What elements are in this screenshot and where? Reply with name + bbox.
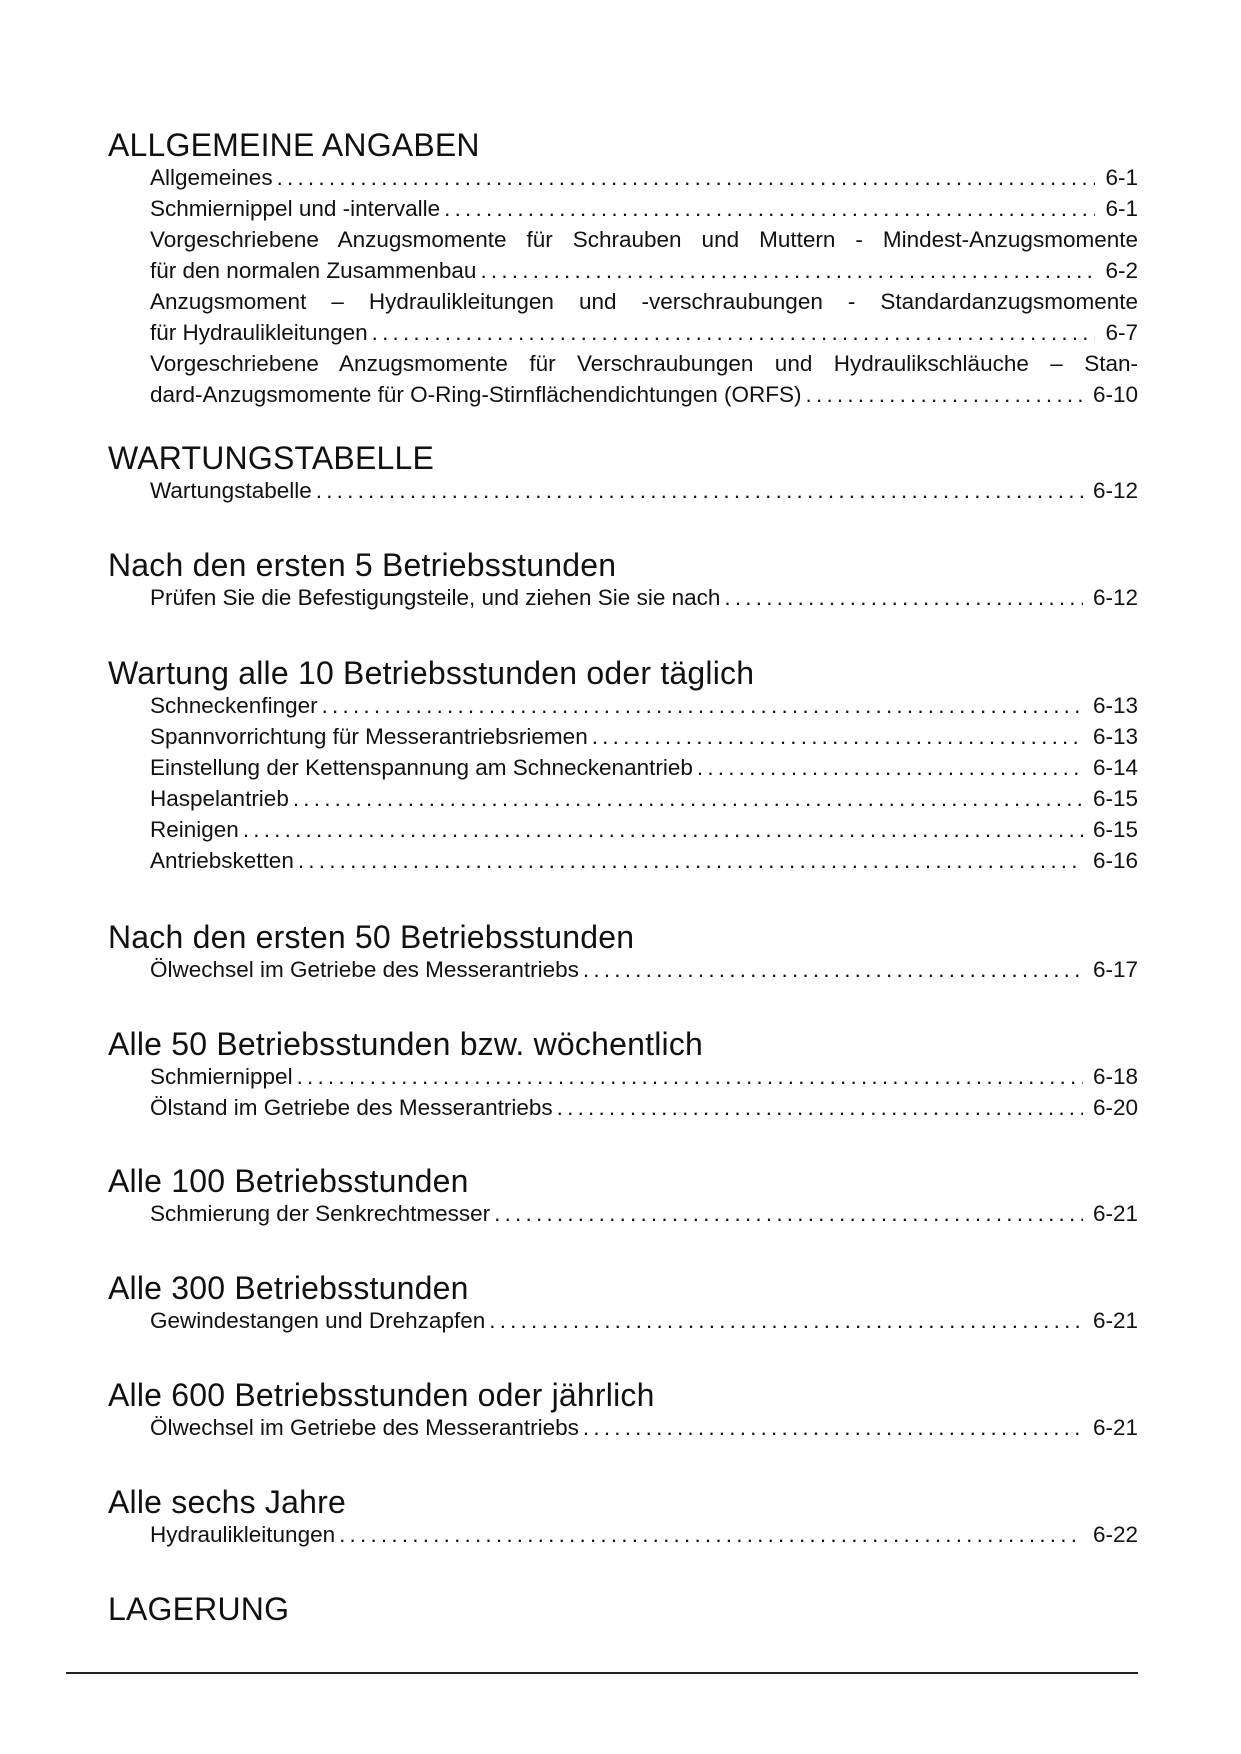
toc-entry[interactable] [150,348,1138,410]
toc-entry[interactable] [150,1412,1138,1443]
dot-leader [583,954,1083,985]
section-title: Nach den ersten 5 Betriebsstunden [108,547,617,583]
toc-section [108,1485,1138,1550]
toc-entry[interactable] [150,1519,1138,1550]
entry-label: Haspelantrieb [150,786,289,811]
entry-label: Einstellung der Kettenspannung am Schneckenantrieb [150,755,693,780]
dot-leader [339,1519,1083,1550]
entry-label: für Hydraulikleitungen [150,320,368,345]
entry-row [150,1412,1138,1443]
page-number: 6-22 [1092,1522,1138,1547]
section-title: Alle 600 Betriebsstunden oder jährlich [108,1377,655,1413]
toc-entry[interactable] [150,845,1138,876]
entry-row [150,721,1138,752]
section-title: Alle 100 Betriebsstunden [108,1163,469,1199]
dot-leader [293,783,1083,814]
dot-leader [489,1305,1083,1336]
entry-label: Ölwechsel im Getriebe des Messerantriebs [150,1415,579,1440]
dot-leader [298,845,1083,876]
entry-list [150,690,1138,876]
entry-row [150,162,1138,193]
entry-row [150,255,1138,286]
page-number: 6-1 [1105,165,1138,190]
entry-row [150,845,1138,876]
toc-entry[interactable] [150,224,1138,286]
entry-row [150,954,1138,985]
dot-leader [806,379,1083,410]
entry-list [150,1305,1138,1336]
toc-section [108,656,1138,876]
entry-line: Vorgeschriebene Anzugsmomente für Schrauben und Muttern - Mindest-Anzugsmomente [150,227,1138,252]
toc-section [108,128,1138,410]
entry-label: dard-Anzugsmomente für O-Ring-Stirnflächendichtungen (ORFS) [150,382,802,407]
dot-leader [297,1061,1083,1092]
toc-entry[interactable] [150,193,1138,224]
entry-list [150,1061,1138,1123]
toc-section [108,1378,1138,1443]
entry-label: Wartungstabelle [150,478,312,503]
entry-row [150,582,1138,613]
section-title: Wartung alle 10 Betriebsstunden oder täglich [108,655,755,691]
toc-section [108,548,1138,613]
page-number: 6-21 [1092,1201,1138,1226]
page-number: 6-18 [1092,1064,1138,1089]
page-number: 6-12 [1092,585,1138,610]
entry-list [150,475,1138,506]
entry-label: Schmiernippel [150,1064,293,1089]
toc-section [108,1592,1138,1626]
entry-label: Antriebsketten [150,848,294,873]
page-number: 6-20 [1092,1095,1138,1120]
page-number: 6-12 [1092,478,1138,503]
section-title: Alle sechs Jahre [108,1484,346,1520]
entry-row [150,379,1138,410]
toc-entry[interactable] [150,1092,1138,1123]
toc-entry[interactable] [150,475,1138,506]
entry-label: Ölstand im Getriebe des Messerantriebs [150,1095,553,1120]
section-title: Alle 50 Betriebsstunden bzw. wöchentlich [108,1026,704,1062]
toc-entry[interactable] [150,783,1138,814]
dot-leader [697,752,1083,783]
page-number: 6-2 [1105,258,1138,283]
page-number: 6-13 [1092,693,1138,718]
entry-row [150,690,1138,721]
entry-list [150,1198,1138,1229]
page-number: 6-1 [1105,196,1138,221]
page-number: 6-10 [1092,382,1138,407]
toc-entry[interactable] [150,814,1138,845]
entry-list [150,162,1138,410]
entry-row [150,1198,1138,1229]
entry-label: Ölwechsel im Getriebe des Messerantriebs [150,957,579,982]
entry-label: Hydraulikleitungen [150,1522,336,1547]
entry-label: Schmierung der Senkrechtmesser [150,1201,491,1226]
toc-entry[interactable] [150,1061,1138,1092]
entry-row [150,752,1138,783]
entry-label: Reinigen [150,817,239,842]
section-title: LAGERUNG [108,1591,290,1627]
entry-row [150,193,1138,224]
toc-section [108,920,1138,985]
entry-row [150,1519,1138,1550]
entry-label: Prüfen Sie die Befestigungsteile, und ziehen Sie sie nach [150,585,721,610]
toc-entry[interactable] [150,162,1138,193]
entry-row [150,1305,1138,1336]
toc-entry[interactable] [150,954,1138,985]
entry-row [150,1061,1138,1092]
dot-leader [277,162,1096,193]
section-title: Nach den ersten 50 Betriebsstunden [108,919,635,955]
section-title: Alle 300 Betriebsstunden [108,1270,469,1306]
entry-row [150,317,1138,348]
dot-leader [724,582,1083,613]
entry-row [150,1092,1138,1123]
entry-row [150,475,1138,506]
entry-label: Schneckenfinger [150,693,318,718]
dot-leader [592,721,1083,752]
page-number: 6-17 [1092,957,1138,982]
dot-leader [322,690,1083,721]
toc-section [108,441,1138,506]
footer-rule [66,1672,1138,1674]
entry-label: Schmiernippel und -intervalle [150,196,441,221]
page-number: 6-14 [1092,755,1138,780]
dot-leader [583,1412,1083,1443]
entry-label: für den normalen Zusammenbau [150,258,477,283]
entry-label: Gewindestangen und Drehzapfen [150,1308,486,1333]
toc-entry[interactable] [150,721,1138,752]
entry-list [150,1412,1138,1443]
toc-section [108,1164,1138,1229]
dot-leader [494,1198,1083,1229]
entry-list [150,582,1138,613]
page-number: 6-15 [1092,786,1138,811]
dot-leader [372,317,1096,348]
page-number: 6-16 [1092,848,1138,873]
dot-leader [444,193,1095,224]
entry-row [150,783,1138,814]
entry-list [150,954,1138,985]
section-title: ALLGEMEINE ANGABEN [108,127,480,163]
dot-leader [316,475,1083,506]
toc-entry[interactable] [150,1305,1138,1336]
page-number: 6-15 [1092,817,1138,842]
entry-line: Vorgeschriebene Anzugsmomente für Verschraubungen und Hydraulikschläuche – Stan- [150,351,1138,376]
page-number: 6-13 [1092,724,1138,749]
toc-entry[interactable] [150,752,1138,783]
section-title: WARTUNGSTABELLE [108,440,435,476]
toc-entry[interactable] [150,690,1138,721]
toc-section [108,1271,1138,1336]
entry-label: Allgemeines [150,165,273,190]
toc-entry[interactable] [150,582,1138,613]
toc-section [108,1027,1138,1123]
toc-entry[interactable] [150,286,1138,348]
toc-entry[interactable] [150,1198,1138,1229]
page-number: 6-21 [1092,1308,1138,1333]
entry-label: Spannvorrichtung für Messerantriebsriemen [150,724,588,749]
entry-list [150,1519,1138,1550]
entry-row [150,814,1138,845]
entry-line: Anzugsmoment – Hydraulikleitungen und -verschraubungen - Standardanzugsmomente [150,289,1138,314]
dot-leader [480,255,1095,286]
dot-leader [557,1092,1083,1123]
page-number: 6-7 [1105,320,1138,345]
dot-leader [243,814,1083,845]
page-number: 6-21 [1092,1415,1138,1440]
